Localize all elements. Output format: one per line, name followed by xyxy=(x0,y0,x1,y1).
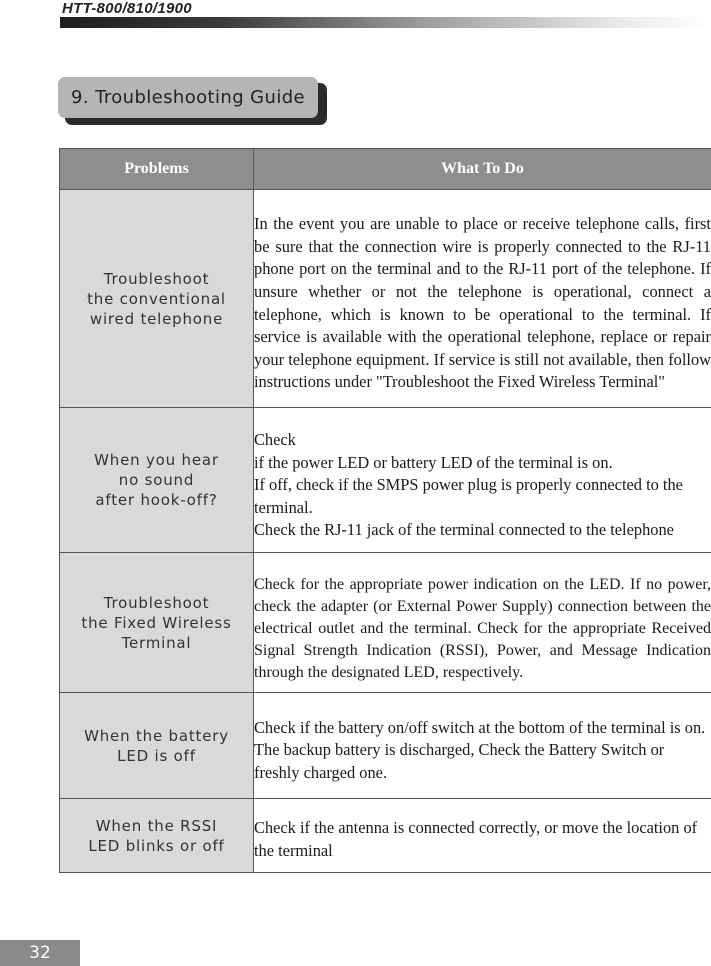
solution-line: If off, check if the SMPS power plug is properly connected to the terminal. xyxy=(254,475,683,517)
solution-line: The backup battery is discharged, Check the Battery Switch or freshly charged one. xyxy=(254,740,665,782)
column-header-problems: Problems xyxy=(60,149,254,190)
table-row xyxy=(60,553,711,693)
solution-line: Check if the battery on/off switch at the bottom of the terminal is on. xyxy=(254,717,706,737)
table-row xyxy=(60,693,711,799)
problem-cell xyxy=(60,190,254,408)
problem-text: When the RSSI LED blinks or off xyxy=(88,816,225,855)
problem-text: When you hear no sound after hook-off? xyxy=(94,451,219,509)
table-header-row xyxy=(60,149,711,190)
column-header-what-to-do: What To Do xyxy=(254,149,711,190)
problem-cell xyxy=(60,693,254,799)
problem-text: Troubleshoot the conventional wired telephone xyxy=(87,269,226,328)
problem-text: Troubleshoot the Fixed Wireless Terminal xyxy=(81,593,232,652)
problem-text: When the battery LED is off xyxy=(84,726,229,765)
table-row xyxy=(60,408,711,553)
problem-cell xyxy=(60,408,254,553)
solution-line: Check the RJ-11 jack of the terminal connected to the telephone xyxy=(254,520,674,540)
section-title: 9. Troubleshooting Guide xyxy=(58,77,318,118)
solution-cell: In the event you are unable to place or receive telephone calls, first be sure that the connection wire is properly connected to the RJ-11 phone port on the terminal and to the RJ-11 port of the telephone. If unsure whether or not the telephone is operational, connect a telephone, which is known to be operational to the terminal. If service is available with the operational telephone, replace or repair your telephone equipment. If service is still not available, then follow instructions under "Troubleshoot the Fixed Wireless Terminal" xyxy=(254,190,711,408)
solution-line: if the power LED or battery LED of the terminal is on. xyxy=(254,452,613,472)
solution-cell: Check if the antenna is connected correctly, or move the location of the terminal xyxy=(254,799,711,873)
header-rule xyxy=(60,17,711,28)
solution-line: Check xyxy=(254,430,296,450)
problem-cell xyxy=(60,553,254,693)
troubleshooting-table xyxy=(59,148,711,873)
problem-cell xyxy=(60,799,254,873)
page-number: 32 xyxy=(0,940,80,966)
solution-cell xyxy=(254,693,711,799)
table-row xyxy=(60,190,711,408)
solution-cell: Check for the appropriate power indication on the LED. If no power, check the adapter (or External Power Supply) connection between the electrical outlet and the terminal. Check for the appropriate Received Signal Strength Indication (RSSI), Power, and Message Indication through the designated LED, respectively. xyxy=(254,553,711,693)
table-row xyxy=(60,799,711,873)
solution-cell xyxy=(254,408,711,553)
model-header: HTT-800/810/1900 xyxy=(62,0,192,17)
